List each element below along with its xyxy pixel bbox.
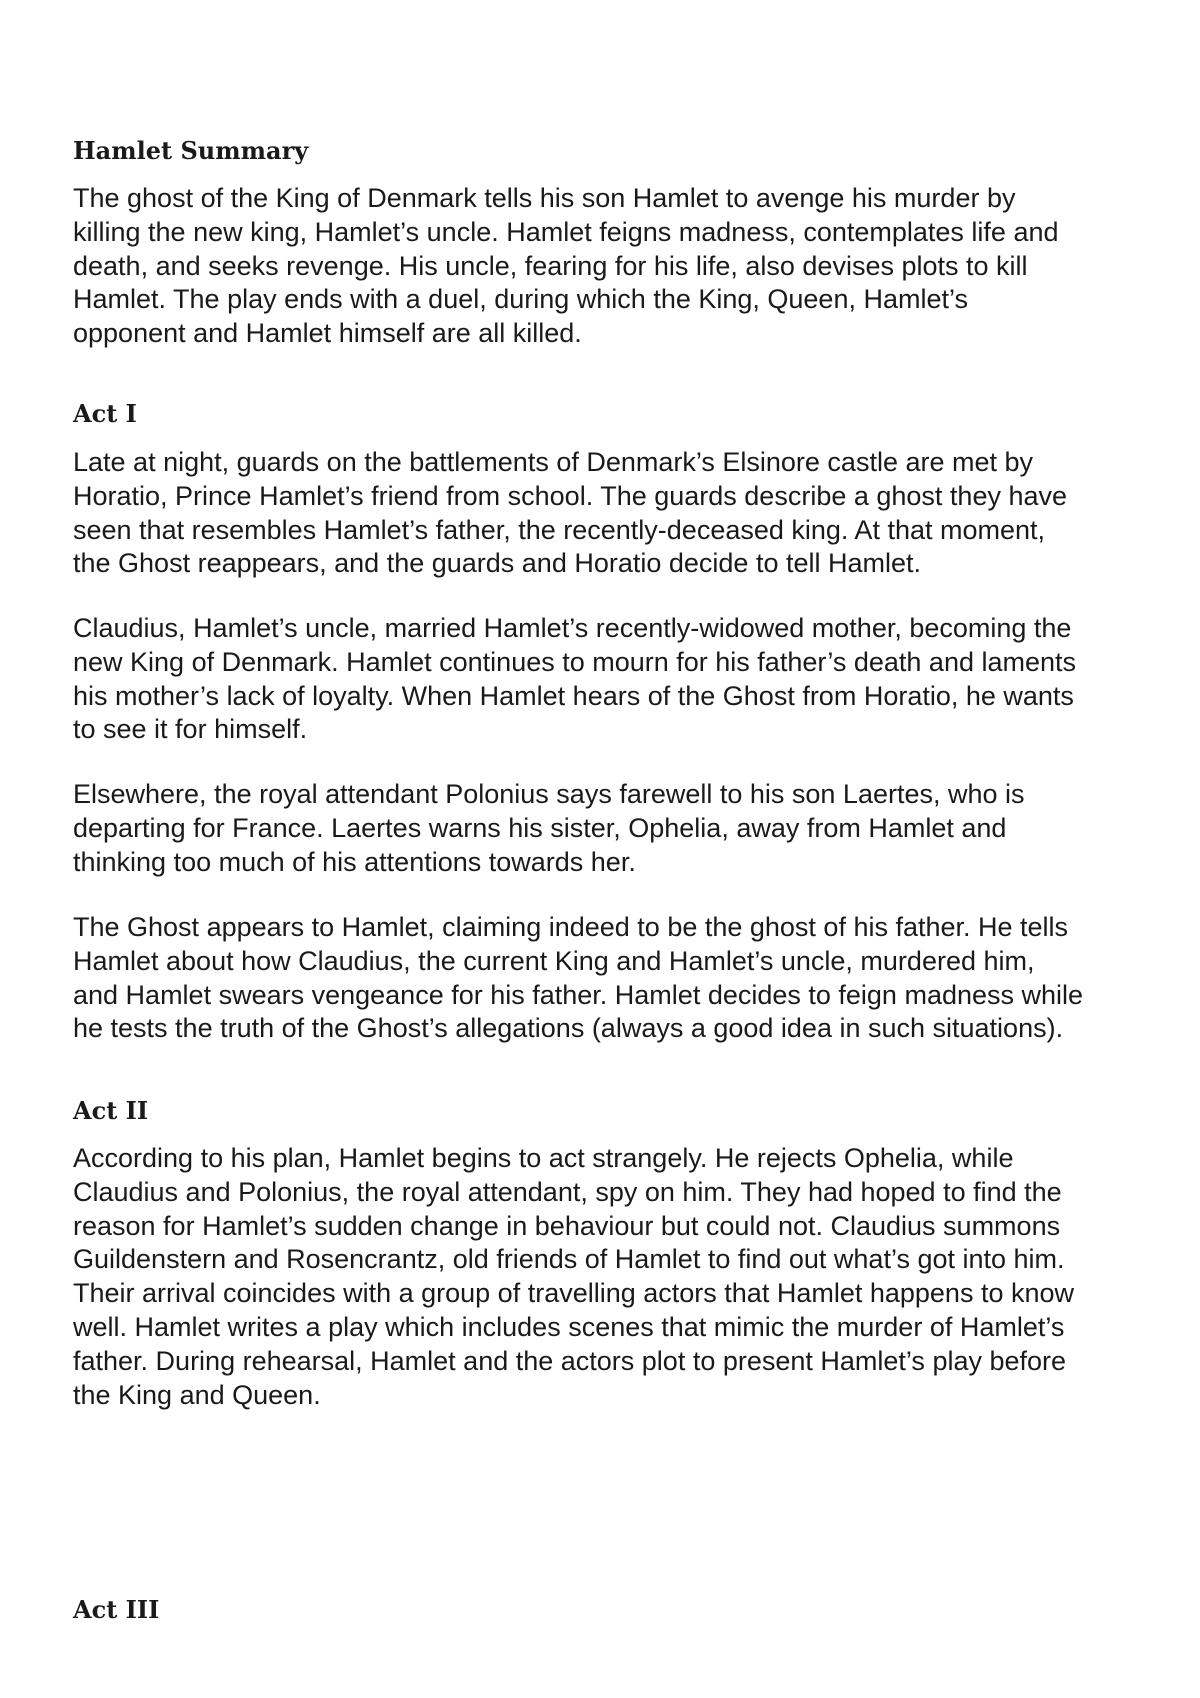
act-1-paragraph — [73, 778, 1025, 879]
text-line: well. Hamlet writes a play which includes scenes that mimic the murder of Hamlet’s — [73, 1311, 1065, 1342]
text-line: Their arrival coincides with a group of travelling actors that Hamlet happens to know — [73, 1278, 1074, 1309]
text-line: reason for Hamlet’s sudden change in behaviour but could not. Claudius summons — [73, 1210, 1061, 1241]
text-line: Elsewhere, the royal attendant Polonius says farewell to his son Laertes, who is — [73, 779, 1025, 809]
text-line: seen that resembles Hamlet’s father, the recently-deceased king. At that moment, — [73, 514, 1046, 545]
act-1-paragraph — [73, 911, 1083, 1046]
text-line: opponent and Hamlet himself are all killed. — [73, 318, 582, 349]
act-1-paragraph — [73, 446, 1067, 581]
text-line: father. During rehearsal, Hamlet and the actors plot to present Hamlet’s play before — [73, 1345, 1067, 1376]
section-heading-act-1: Act I — [73, 399, 137, 428]
summary-paragraph — [73, 182, 1059, 351]
text-line: Claudius and Polonius, the royal attendant, spy on him. They had hoped to find the — [73, 1176, 1062, 1207]
text-line: The Ghost appears to Hamlet, claiming indeed to be the ghost of his father. He tells — [73, 912, 1069, 942]
text-line: he tests the truth of the Ghost’s allegations (always a good idea in such situations). — [73, 1013, 1064, 1044]
act-1-paragraph — [73, 612, 1076, 747]
section-heading-summary: Hamlet Summary — [73, 136, 309, 165]
text-line: Claudius, Hamlet’s uncle, married Hamlet’s recently-widowed mother, becoming the — [73, 613, 1072, 643]
text-line: to see it for himself. — [73, 714, 308, 745]
text-line: Horatio, Prince Hamlet’s friend from school. The guards describe a ghost they have — [73, 480, 1068, 511]
section-heading-act-2: Act II — [73, 1096, 149, 1125]
text-line: his mother’s lack of loyalty. When Hamlet hears of the Ghost from Horatio, he wants — [73, 680, 1074, 711]
text-line: Guildenstern and Rosencrantz, old friends of Hamlet to find out what’s got into him. — [73, 1244, 1065, 1275]
text-line: the Ghost reappears, and the guards and Horatio decide to tell Hamlet. — [73, 548, 922, 579]
text-line: killing the new king, Hamlet’s uncle. Hamlet feigns madness, contemplates life and — [73, 216, 1059, 247]
text-line: the King and Queen. — [73, 1379, 321, 1410]
text-line: Hamlet. The play ends with a duel, during which the King, Queen, Hamlet’s — [73, 284, 968, 315]
text-line: The ghost of the King of Denmark tells his son Hamlet to avenge his murder by — [73, 183, 1016, 213]
section-heading-act-3: Act III — [73, 1595, 160, 1624]
text-line: According to his plan, Hamlet begins to act strangely. He rejects Ophelia, while — [73, 1143, 1014, 1173]
text-line: Hamlet about how Claudius, the current King and Hamlet’s uncle, murdered him, — [73, 945, 1035, 976]
text-line: new King of Denmark. Hamlet continues to mourn for his father’s death and laments — [73, 646, 1077, 677]
text-line: thinking too much of his attentions towards her. — [73, 846, 636, 877]
text-line: death, and seeks revenge. His uncle, fearing for his life, also devises plots to kill — [73, 250, 1028, 281]
text-line: Late at night, guards on the battlements of Denmark’s Elsinore castle are met by — [73, 447, 1034, 477]
text-line: departing for France. Laertes warns his sister, Ophelia, away from Hamlet and — [73, 812, 1007, 843]
text-line: and Hamlet swears vengeance for his father. Hamlet decides to feign madness while — [73, 979, 1084, 1010]
act-2-paragraph — [73, 1142, 1074, 1412]
